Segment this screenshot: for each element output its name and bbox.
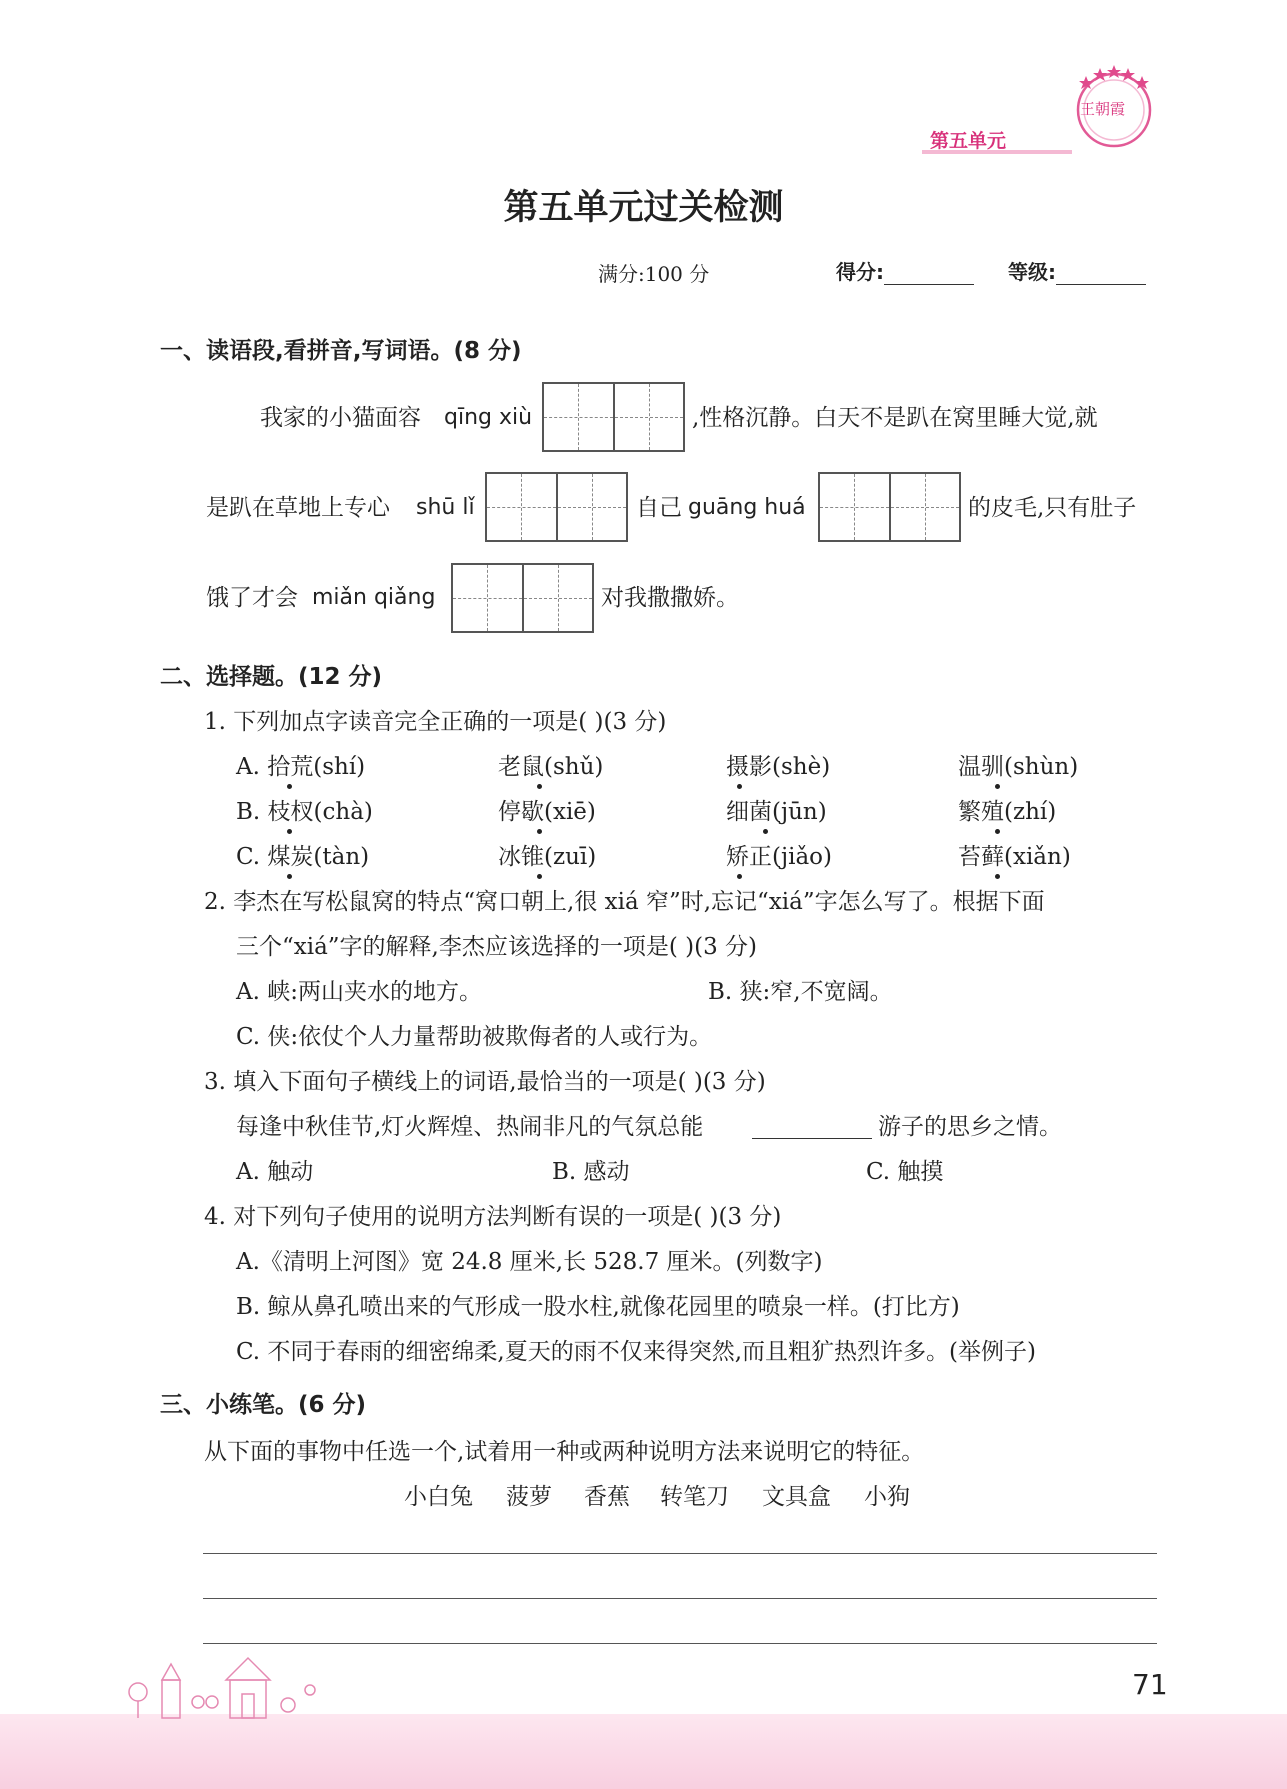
s1-line3-post: 对我撒撒娇。 bbox=[601, 585, 739, 611]
emphasis-dot bbox=[995, 784, 1000, 789]
answer-box-guanghua[interactable] bbox=[818, 472, 961, 542]
emphasis-dot bbox=[287, 829, 292, 834]
emphasis-dot bbox=[537, 784, 542, 789]
score-field bbox=[836, 256, 974, 285]
q1-b-3: 细菌(jūn) bbox=[726, 799, 827, 825]
q4-option-a: A.《清明上河图》宽 24.8 厘米,长 528.7 厘米。(列数字) bbox=[236, 1249, 823, 1275]
brand-logo-text: 王朝霞 bbox=[1080, 100, 1126, 118]
writing-line-1[interactable] bbox=[203, 1553, 1157, 1554]
full-score: 满分:100 分 bbox=[598, 262, 710, 286]
page-title: 第五单元过关检测 bbox=[503, 188, 784, 228]
section-1-title: 一、读语段,看拼音,写词语。(8 分) bbox=[160, 338, 522, 364]
q1-stem: 1. 下列加点字读音完全正确的一项是( )(3 分) bbox=[204, 709, 667, 735]
emphasis-dot bbox=[995, 829, 1000, 834]
emphasis-dot bbox=[737, 874, 742, 879]
writing-line-3[interactable] bbox=[203, 1643, 1157, 1644]
emphasis-dot bbox=[287, 874, 292, 879]
s1-line1-post: ,性格沉静。白天不是趴在窝里睡大觉,就 bbox=[692, 405, 1098, 431]
s1-line3-pre: 饿了才会 bbox=[206, 585, 298, 611]
q2-option-a: A. 峡:两山夹水的地方。 bbox=[236, 979, 482, 1005]
pinyin-mianqiang: miǎn qiǎng bbox=[312, 585, 436, 610]
s3-item: 香蕉 bbox=[584, 1484, 630, 1510]
q3-stem: 3. 填入下面句子横线上的词语,最恰当的一项是( )(3 分) bbox=[204, 1069, 766, 1095]
emphasis-dot bbox=[537, 829, 542, 834]
pinyin-shuli: shū lǐ bbox=[416, 495, 475, 520]
q1-a-2: 老鼠(shǔ) bbox=[498, 754, 604, 780]
unit-tag: 第五单元 bbox=[930, 130, 1007, 152]
emphasis-dot bbox=[995, 874, 1000, 879]
q1-b-2: 停歇(xiē) bbox=[498, 799, 596, 825]
emphasis-dot bbox=[737, 784, 742, 789]
q1-c-4: 苔藓(xiǎn) bbox=[958, 844, 1071, 870]
s3-item: 小狗 bbox=[864, 1484, 910, 1510]
q1-b-1: B. 枝杈(chà) bbox=[236, 799, 373, 825]
grade-field bbox=[1008, 256, 1146, 285]
emphasis-dot bbox=[287, 784, 292, 789]
q1-a-3: 摄影(shè) bbox=[726, 754, 831, 780]
q3-sentence-pre: 每逢中秋佳节,灯火辉煌、热闹非凡的气氛总能 bbox=[236, 1114, 704, 1140]
castle-decoration bbox=[120, 1650, 340, 1720]
s3-item: 转笔刀 bbox=[660, 1484, 729, 1510]
s1-line2-post: 的皮毛,只有肚子 bbox=[968, 495, 1137, 521]
q2-option-b: B. 狭:窄,不宽阔。 bbox=[708, 979, 893, 1005]
s3-instruction: 从下面的事物中任选一个,试着用一种或两种说明方法来说明它的特征。 bbox=[204, 1439, 925, 1465]
section-3-title: 三、小练笔。(6 分) bbox=[160, 1392, 367, 1418]
q3-fill-blank[interactable] bbox=[752, 1138, 872, 1139]
pinyin-guanghua: guāng huá bbox=[688, 495, 806, 520]
section-2-title: 二、选择题。(12 分) bbox=[160, 664, 383, 690]
pinyin-qingxiu: qīng xiù bbox=[444, 405, 533, 430]
s3-item: 小白兔 bbox=[404, 1484, 473, 1510]
s1-line2-mid: 自己 bbox=[636, 495, 682, 521]
s1-line1-pre: 我家的小猫面容 bbox=[260, 405, 421, 431]
q4-option-b: B. 鲸从鼻孔喷出来的气形成一股水柱,就像花园里的喷泉一样。(打比方) bbox=[236, 1294, 960, 1320]
q2-stem-2: 三个“xiá”字的解释,李杰应该选择的一项是( )(3 分) bbox=[236, 934, 758, 960]
q4-stem: 4. 对下列句子使用的说明方法判断有误的一项是( )(3 分) bbox=[204, 1204, 782, 1230]
emphasis-dot bbox=[537, 874, 542, 879]
answer-box-shuli[interactable] bbox=[485, 472, 628, 542]
answer-box-qingxiu[interactable] bbox=[542, 382, 685, 452]
q1-a-1: A. 拾荒(shí) bbox=[236, 754, 366, 780]
footer-band bbox=[0, 1714, 1287, 1789]
score-label: 得分: bbox=[836, 260, 884, 284]
grade-blank[interactable] bbox=[1056, 262, 1146, 285]
page-number: 71 bbox=[1132, 1668, 1168, 1701]
q1-c-1: C. 煤炭(tàn) bbox=[236, 844, 370, 870]
s1-line2-pre: 是趴在草地上专心 bbox=[206, 495, 390, 521]
grade-label: 等级: bbox=[1008, 260, 1056, 284]
writing-line-2[interactable] bbox=[203, 1598, 1157, 1599]
q2-option-c: C. 侠:依仗个人力量帮助被欺侮者的人或行为。 bbox=[236, 1024, 713, 1050]
q1-c-3: 矫正(jiǎo) bbox=[726, 844, 832, 870]
q1-a-4: 温驯(shùn) bbox=[958, 754, 1079, 780]
q3-sentence-post: 游子的思乡之情。 bbox=[878, 1114, 1062, 1140]
q1-c-2: 冰锥(zuī) bbox=[498, 844, 597, 870]
answer-box-mianqiang[interactable] bbox=[451, 563, 594, 633]
emphasis-dot bbox=[763, 829, 768, 834]
q2-stem-1: 2. 李杰在写松鼠窝的特点“窝口朝上,很 xiá 窄”时,忘记“xiá”字怎么写了。根据下面 bbox=[204, 889, 1045, 915]
score-blank[interactable] bbox=[884, 262, 974, 285]
s3-item: 菠萝 bbox=[506, 1484, 552, 1510]
q3-option-c: C. 触摸 bbox=[866, 1159, 944, 1185]
s3-item: 文具盒 bbox=[762, 1484, 831, 1510]
q3-option-a: A. 触动 bbox=[236, 1159, 314, 1185]
q4-option-c: C. 不同于春雨的细密绵柔,夏天的雨不仅来得突然,而且粗犷热烈许多。(举例子) bbox=[236, 1339, 1036, 1365]
q1-b-4: 繁殖(zhí) bbox=[958, 799, 1057, 825]
q3-option-b: B. 感动 bbox=[552, 1159, 630, 1185]
